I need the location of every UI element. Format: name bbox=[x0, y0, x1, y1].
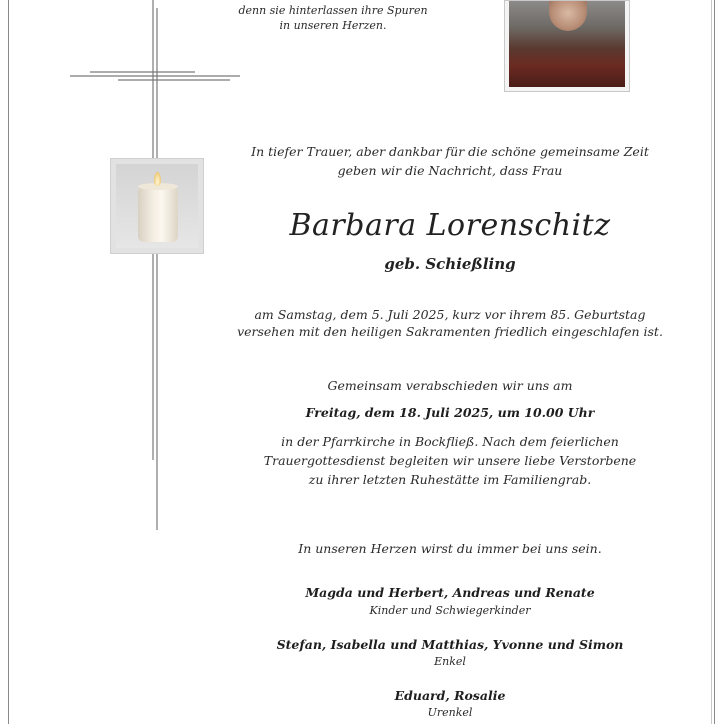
intro-line-2: geben wir die Nachricht, dass Frau bbox=[337, 163, 563, 178]
farewell-line-3: zu ihrer letzten Ruhestätte im Familiengrab. bbox=[308, 472, 592, 487]
deceased-name: Barbara Lorenschitz bbox=[289, 208, 611, 243]
death-notice-line-1: am Samstag, dem 5. Juli 2025, kurz vor ihrem 85. Geburtstag bbox=[254, 307, 646, 322]
portrait-face bbox=[549, 1, 587, 31]
candle-icon bbox=[110, 158, 204, 254]
verse-line-2: in unseren Herzen. bbox=[279, 19, 387, 32]
farewell-date: Freitag, dem 18. Juli 2025, um 10.00 Uhr bbox=[305, 405, 595, 420]
flame-icon bbox=[154, 172, 161, 186]
border-left bbox=[8, 0, 9, 724]
mourner-names: Stefan, Isabella und Matthias, Yvonne und Simon bbox=[276, 637, 624, 652]
farewell-line-2: Trauergottesdienst begleiten wir unsere liebe Verstorbene bbox=[263, 453, 637, 468]
maiden-name: geb. Schießling bbox=[384, 255, 516, 273]
mourner-relation: Urenkel bbox=[427, 706, 473, 719]
border-inner-right bbox=[711, 0, 712, 724]
mourner-names: Magda und Herbert, Andreas und Renate bbox=[305, 585, 595, 600]
mourner-names: Eduard, Rosalie bbox=[394, 688, 506, 703]
verse-line-1: denn sie hinterlassen ihre Spuren bbox=[238, 4, 428, 17]
farewell-intro: Gemeinsam verabschieden wir uns am bbox=[327, 378, 573, 393]
candle-body bbox=[138, 186, 178, 242]
closing-line: In unseren Herzen wirst du immer bei uns sein. bbox=[298, 541, 602, 556]
candle-background bbox=[116, 164, 198, 248]
farewell-line-1: in der Pfarrkirche in Bockfließ. Nach dem feierlichen bbox=[281, 434, 619, 449]
mourner-relation: Kinder und Schwiegerkinder bbox=[369, 604, 531, 617]
intro-line-1: In tiefer Trauer, aber dankbar für die schöne gemeinsame Zeit bbox=[251, 144, 649, 159]
border-right bbox=[714, 0, 715, 724]
death-notice-line-2: versehen mit den heiligen Sakramenten friedlich eingeschlafen ist. bbox=[237, 324, 663, 339]
mourner-relation: Enkel bbox=[434, 655, 466, 668]
portrait-image bbox=[509, 1, 625, 87]
portrait-photo bbox=[504, 0, 630, 92]
